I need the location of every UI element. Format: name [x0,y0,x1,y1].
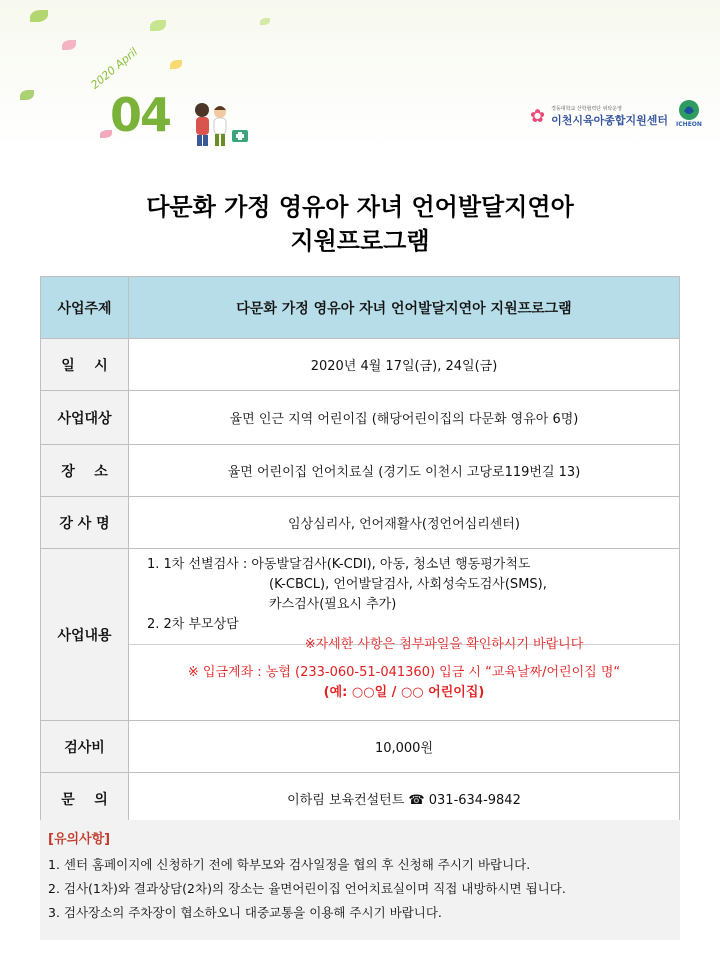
table-row-fee [41,721,679,773]
table-row-place [41,445,679,497]
content-line: 2. 2차 부모상담 [147,617,239,632]
children-illustration [188,98,250,148]
leaf-decoration [62,40,76,50]
center-logo-icon: ✿ [530,105,546,127]
notice-title: [유의사항] [48,832,111,847]
account-info [129,645,679,720]
row-label: 일 시 [41,339,129,390]
content-details [129,549,679,652]
page-title [0,190,720,258]
month-number: 04 [110,88,171,142]
leaf-decoration [30,10,48,22]
logo-name: 이천시육아종합지원센터 [551,113,668,127]
leaf-decoration [150,20,166,31]
notice-item: 3. 검사장소의 주차장이 협소하오니 대중교통을 이용해 주시기 바랍니다. [48,905,442,920]
title-line-1: 다문화 가정 영유아 자녀 언어발달지연아 [146,193,574,221]
row-value: 율면 어린이집 언어치료실 (경기도 이천시 고당로119번길 13) [227,465,581,480]
content-line: 1. 1차 선별검사 : 아동발달검사(K-CDI), 아동, 청소년 행동평가척도 [147,557,531,572]
title-line-2: 지원프로그램 [290,227,430,255]
row-value: 임상심리사, 언어재활사(정언어심리센터) [288,517,520,532]
content-line: 카스검사(필요시 추가) [269,597,397,612]
row-value: 다문화 가정 영유아 자녀 언어발달지연아 지원프로그램 [129,277,679,338]
leaf-decoration [170,60,182,69]
row-label: 검사비 [41,721,129,772]
table-row-topic [41,277,679,339]
table-row-instructor [41,497,679,549]
attachment-note: ※자세한 사항은 첨부파일을 확인하시기 바랍니다 [304,637,584,652]
year-label: 2020 April [88,45,141,92]
content-cell [129,549,679,720]
table-row-contact [41,773,679,825]
notice-box [40,820,680,940]
city-logo-text: ICHEON [676,121,702,128]
table-row-content [41,549,679,721]
account-example: (예: ○○일 / ○○ 어린이집) [323,684,485,700]
row-label: 사업주제 [41,277,129,338]
row-label: 문 의 [41,773,129,824]
table-row-date [41,339,679,391]
city-logo-icon [678,99,700,121]
row-value: 율면 인근 지역 어린이집 (해당어린이집의 다문화 영유아 6명) [229,412,579,427]
account-line: ※ 입금계좌 : 농협 (233-060-51-041360) 입금 시 “교육날짜/어린이집 명“ [187,664,621,680]
content-line: (K-CBCL), 언어발달검사, 사회성숙도검사(SMS), [269,577,547,592]
notice-item: 2. 검사(1차)와 결과상담(2차)의 장소는 율면어린이집 언어치료실이며 직접 내방하시면 됩니다. [48,881,566,896]
row-label: 사업내용 [41,549,129,720]
notice-item: 1. 센터 홈페이지에 신청하기 전에 학부모와 검사일정을 협의 후 신청해 주시기 바랍니다. [48,857,531,872]
row-value: 이하림 보육컨설턴트 ☎ 031-634-9842 [287,793,521,808]
table-row-target [41,391,679,445]
row-value: 2020년 4월 17일(금), 24일(금) [310,359,498,374]
leaf-decoration [20,90,34,100]
row-label: 강 사 명 [41,497,129,548]
center-logo [530,98,704,134]
row-label: 장 소 [41,445,129,496]
logo-subtitle: 경동대학교 산학협력단 위탁운영 [551,105,622,112]
row-label: 사업대상 [41,391,129,444]
row-value: 10,000원 [374,741,434,756]
info-table [40,276,680,825]
city-logo [674,99,704,133]
leaf-decoration [260,18,270,25]
header-banner [0,0,720,150]
